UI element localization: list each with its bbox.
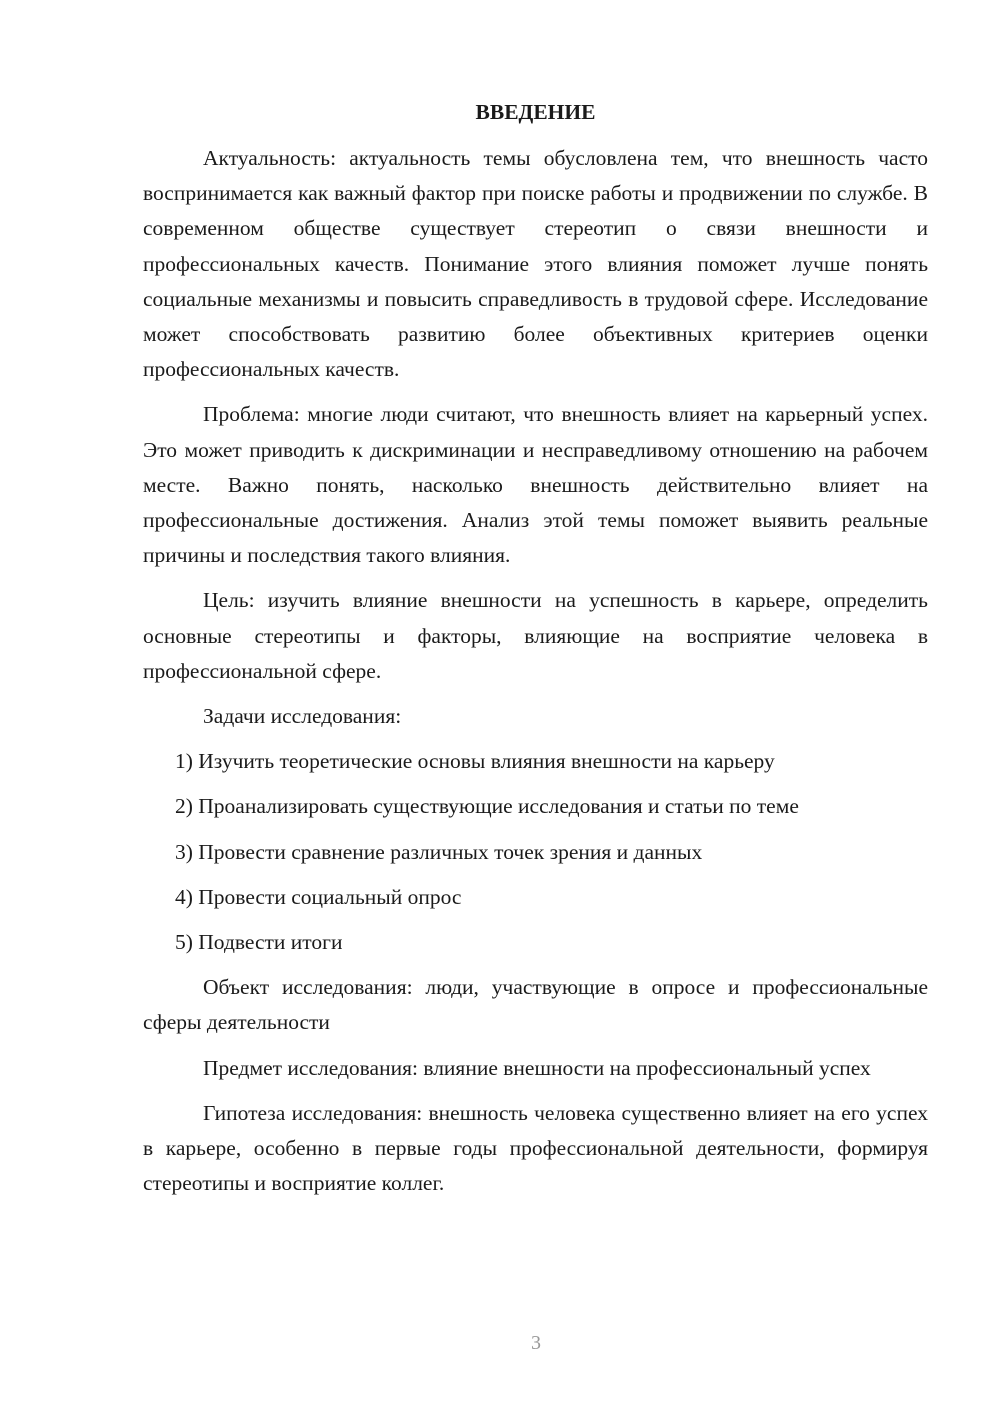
paragraph-goal: Цель: изучить влияние внешности на успешность в карьере, определить основные стереотипы и факторы, влияющие на восприятие человека в профессиональной сфере.	[143, 588, 928, 683]
paragraph-subject: Предмет исследования: влияние внешности на профессиональный успех	[203, 1055, 871, 1080]
paragraph-hypothesis: Гипотеза исследования: внешность человека существенно влияет на его успех в карьере, особенно в первые годы профессиональной деятельности, формируя стереотипы и восприятие коллег.	[143, 1100, 928, 1196]
page-body	[143, 95, 928, 1211]
task-item: 4) Провести социальный опрос	[175, 884, 462, 909]
page-number: 3	[531, 1332, 541, 1354]
section-heading: ВВЕДЕНИЕ	[475, 100, 596, 124]
paragraph-object: Объект исследования: люди, участвующие в опросе и профессиональные сферы деятельности	[143, 975, 928, 1035]
task-item: 3) Провести сравнение различных точек зрения и данных	[175, 839, 703, 864]
task-list	[143, 744, 928, 960]
paragraph-problem: Проблема: многие люди считают, что внешность влияет на карьерный успех. Это может приводить к дискриминации и несправедливому отношению на рабочем месте. Важно понять, насколько внешность действительно влияет на профессиональные достижения. Анализ этой темы поможет выявить реальные причины и последствия такого влияния.	[143, 402, 928, 568]
task-item: 2) Проанализировать существующие исследования и статьи по теме	[175, 794, 799, 819]
paragraph-relevance: Актуальность: актуальность темы обусловлена тем, что внешность часто воспринимается как важный фактор при поиске работы и продвижении по службе. В современном обществе существует стереотип о связи внешности и профессиональных качеств. Понимание этого влияния поможет лучше понять социальные механизмы и повысить справедливость в трудовой сфере. Исследование может способствовать развитию более объективных критериев оценки профессиональных качеств.	[143, 146, 928, 382]
task-item: 5) Подвести итоги	[175, 930, 343, 955]
tasks-title: Задачи исследования:	[203, 704, 402, 729]
task-item: 1) Изучить теоретические основы влияния внешности на карьеру	[175, 749, 775, 774]
